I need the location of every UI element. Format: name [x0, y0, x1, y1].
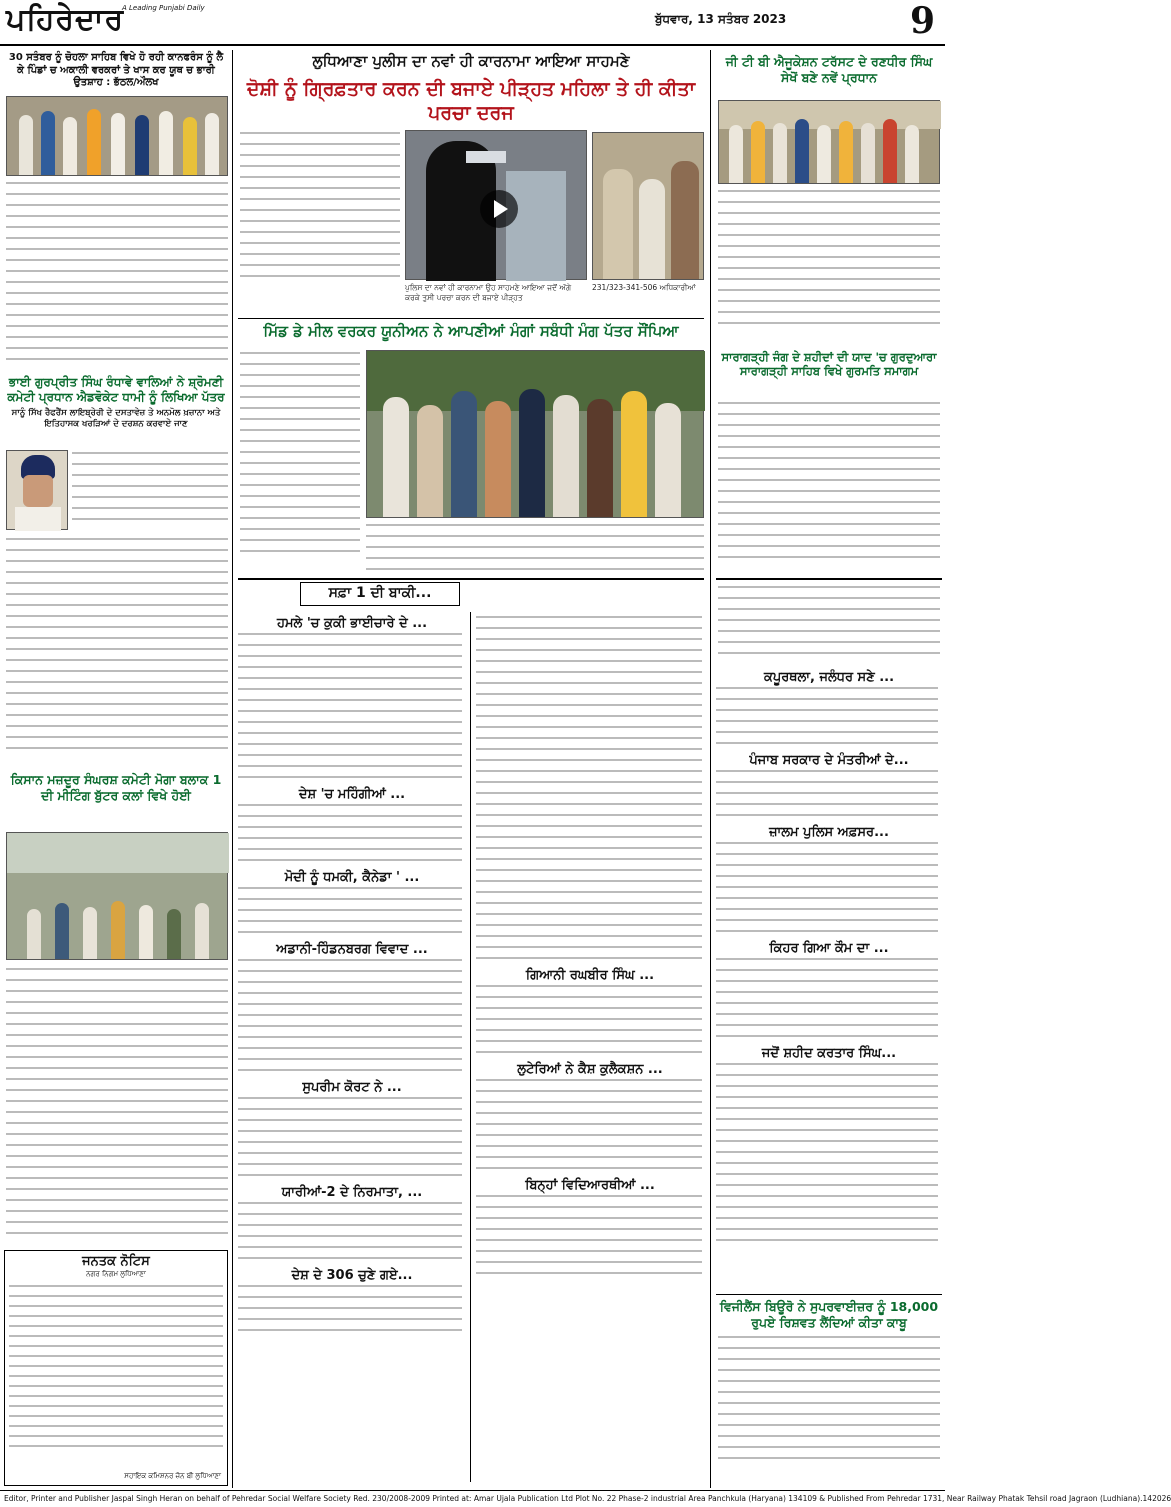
public-notice-signature: ਸਹਾਇਕ ਕਮਿਸ਼ਨਰ ਜ਼ੋਨ ਬੀ ਲੁਧਿਆਣਾ [124, 1472, 221, 1480]
public-notice-box [4, 1250, 228, 1486]
photo-gurpreet-singh [6, 450, 68, 530]
continued-section-title: ਪੰਜਾਬ ਸਰਕਾਰ ਦੇ ਮੰਤਰੀਆਂ ਦੇ... [749, 753, 909, 768]
left-top-headline: 30 ਸਤੰਬਰ ਨੂੰ ਚੋਹਲਾ ਸਾਹਿਬ ਵਿਖੇ ਹੋ ਰਹੀ ਕਾਨਫਰੰਸ ਨੂੰ ਲੈ ਕੇ ਪਿੰਡਾਂ ਚ ਅਕਾਲੀ ਵਰਕਰਾਂ ਤੇ ਖਾਸ ਕਰ ਯੂਥ ਚ ਭਾਰੀ ਉਤਸ਼ਾਹ : ਭੱਠਲ/ਔਲਖ [8, 52, 224, 88]
photo-complainant [592, 132, 704, 280]
right-headline-saragarhi: ਸਾਰਾਗੜ੍ਹੀ ਜੰਗ ਦੇ ਸ਼ਹੀਦਾਂ ਦੀ ਯਾਦ 'ਚ ਗੁਰਦੁਆਰਾ ਸਾਰਾਗੜ੍ਹੀ ਸਾਹਿਬ ਵਿਖੇ ਗੁਰਮਤਿ ਸਮਾਗਮ [721, 350, 937, 379]
continued-section-title: ਮੋਦੀ ਨੂੰ ਧਮਕੀ, ਕੈਨੇਡਾ ' ... [284, 870, 420, 885]
vigilance-story [716, 1294, 942, 1488]
video-play-icon[interactable] [480, 190, 518, 228]
center-main-headline: ਦੋਸ਼ੀ ਨੂੰ ਗ੍ਰਿਫ਼ਤਾਰ ਕਰਨ ਦੀ ਬਜਾਏ ਪੀੜ੍ਹਤ ਮਹਿਲਾ ਤੇ ਹੀ ਕੀਤਾ ਪਰਚਾ ਦਰਜ [246, 78, 696, 124]
public-notice-subtitle: ਨਗਰ ਨਿਗਮ ਲੁਧਿਆਣਾ [86, 1270, 146, 1279]
continued-section-title: ਬਿਨ੍ਹਾਂ ਵਿਦਿਆਰਥੀਆਂ ... [525, 1178, 655, 1193]
public-notice-title: ਜਨਤਕ ਨੋਟਿਸ [82, 1254, 150, 1269]
continued-section-title: ਅਡਾਨੀ-ਹਿੰਡਨਬਰਗ ਵਿਵਾਦ ... [276, 942, 428, 957]
continued-section-title: ਯਾਰੀਆਂ-2 ਦੇ ਨਿਰਮਾਤਾ, ... [281, 1185, 423, 1200]
photo-akali-workers [6, 96, 228, 176]
left-story2-headline: ਭਾਈ ਗੁਰਪ੍ਰੀਤ ਸਿੰਘ ਰੰਧਾਵੇ ਵਾਲਿਆਂ ਨੇ ਸ਼੍ਰੋਮਣੀ ਕਮੇਟੀ ਪ੍ਰਧਾਨ ਐਡਵੋਕੇਟ ਧਾਮੀ ਨੂੰ ਲਿਖਿਆ ਪੱਤਰ ਸਾਨੂੰ ਸਿੱਖ ਰੈਫਰੈਂਸ ਲਾਇਬ੍ਰੇਰੀ ਦੇ ਦਸਤਾਵੇਜ਼ ਤੇ ਅਨਮੋਲ ਖ਼ਜ਼ਾਨਾ ਅਤੇ ਇਤਿਹਾਸਕ ਖਰੜਿਆਂ ਦੇ ਦਰਸ਼ਨ ਕਰਵਾਏ ਜਾਣ [7, 375, 225, 429]
continued-stories-left [238, 612, 466, 1482]
masthead [0, 0, 945, 46]
article-body-text [6, 538, 228, 758]
column-divider [232, 50, 233, 1488]
continued-section-title: ਜ਼ਾਲਮ ਪੁਲਿਸ ਅਫ਼ਸਰ... [769, 825, 889, 840]
continued-section-title: ਜਦੋਂ ਸ਼ਹੀਦ ਕਰਤਾਰ ਸਿੰਘ... [761, 1046, 897, 1061]
video-caption: ਪੁਲਿਸ ਦਾ ਨਵਾਂ ਹੀ ਕਾਰਨਾਮਾ ਉਹ ਸਾਹਮਣੇ ਆਇਆ ਜਦੋਂ ਅੱਗੇ ਕਰਕੇ ਤੁਸੀ ਪਰਚਾ ਕਰਨ ਦੀ ਬਜਾਏ ਪੀੜ੍ਹਤ [405, 283, 572, 302]
continued-section-title: ਦੇਸ਼ 'ਚ ਮਹਿੰਗੀਆਂ ... [298, 787, 406, 802]
continued-section-title: ਕਿਹਰ ਗਿਆ ਕੌਮ ਦਾ ... [769, 941, 889, 956]
article-body-text [718, 190, 940, 333]
section-divider [716, 578, 942, 580]
imprint-footer: Editor, Printer and Publisher Jaspal Singh Heran on behalf of Pehredar Social Welfare Society Red. 230/2008-2009 Printed at: Amar Ujala Publication Ltd Plot No. 22 Phase-2 industrial Area Panchkula (Haryana) 134109 & Published From Pehredar 1731, Near Railway Phatak Tehsil road Jagraon (Ludhiana).142026 [0, 1490, 945, 1507]
vigilance-headline: ਵਿਜੀਲੈਂਸ ਬਿਊਰੋ ਨੇ ਸੁਪਰਵਾਈਜ਼ਰ ਨੂੰ 18,000 ਰੁਪਏ ਰਿਸ਼ਵਤ ਲੈਂਦਿਆਂ ਕੀਤਾ ਕਾਬੂ [719, 1299, 939, 1330]
article-body-text [240, 132, 400, 286]
tagline: A Leading Punjabi Daily [122, 4, 205, 12]
article-body-text [718, 586, 940, 663]
article-body-text [72, 452, 228, 529]
issue-date: ਬੁੱਧਵਾਰ, 13 ਸਤੰਬਰ 2023 [655, 12, 787, 26]
section-divider [238, 578, 704, 580]
article-body-text [240, 352, 360, 561]
column-divider [710, 50, 711, 1488]
article-body-text [6, 182, 228, 369]
continued-section-title: ਦੇਸ਼ ਦੇ 306 ਚੁਣੇ ਗਏ... [291, 1268, 413, 1283]
continued-section-title: ਸੁਪਰੀਮ ਕੋਰਟ ਨੇ ... [302, 1080, 402, 1095]
right-headline-gtb-trust: ਜੀ ਟੀ ਬੀ ਐਜੂਕੇਸ਼ਨ ਟਰੱਸਟ ਦੇ ਰਣਧੀਰ ਸਿੰਘ ਸੇਖੋਂ ਬਣੇ ਨਵੇਂ ਪ੍ਰਧਾਨ [725, 54, 933, 85]
photo-mid-day-meal-workers [366, 350, 704, 518]
article-body-text [6, 968, 228, 1243]
continued-from-page1-header: ਸਫ਼ਾ 1 ਦੀ ਬਾਕੀ... [300, 582, 460, 606]
continued-section-title: ਲੁਟੇਰਿਆਂ ਨੇ ਕੈਸ਼ ਕੁਲੈਕਸ਼ਨ ... [517, 1062, 663, 1077]
continued-section-title: ਕਪੂਰਥਲਾ, ਜਲੰਧਰ ਸਣੇ ... [763, 670, 895, 685]
left-story3-headline: ਕਿਸਾਨ ਮਜ਼ਦੂਰ ਸੰਘਰਸ਼ ਕਮੇਟੀ ਮੋਗਾ ਬਲਾਕ 1 ਦੀ ਮੀਟਿੰਗ ਬੁੱਟਰ ਕਲਾਂ ਵਿਖੇ ਹੋਈ [10, 772, 222, 803]
article-body-text [366, 524, 704, 579]
continued-stories-right [476, 612, 704, 1482]
photo-farmers-meeting [6, 832, 228, 960]
photo-gtb-trust-members [718, 100, 940, 184]
continued-section-title: ਹਮਲੇ 'ਚ ਕੁਕੀ ਭਾਈਚਾਰੇ ਦੇ ... [276, 616, 428, 631]
column-divider [470, 612, 471, 1482]
center-kicker: ਲੁਧਿਆਣਾ ਪੁਲੀਸ ਦਾ ਨਵਾਂ ਹੀ ਕਾਰਨਾਮਾ ਆਇਆ ਸਾਹਮਣੇ [312, 52, 630, 70]
mid-day-meal-headline: ਮਿੱਡ ਡੇ ਮੀਲ ਵਰਕਰ ਯੂਨੀਅਨ ਨੇ ਆਪਣੀਆਂ ਮੰਗਾਂ ਸਬੰਧੀ ਮੰਗ ਪੱਤਰ ਸੌਂਪਿਆ [238, 318, 704, 344]
article-body-text [718, 402, 940, 567]
continued-section-title: ਗਿਆਨੀ ਰਘਬੀਰ ਸਿੰਘ ... [525, 968, 655, 983]
newspaper-logo: ਪਹਿਰੇਦਾਰ [6, 2, 125, 37]
page-number: 9 [909, 0, 935, 42]
phone-number: 231/323-341-506 ਅਧਿਕਾਰੀਆਂ [592, 283, 696, 292]
